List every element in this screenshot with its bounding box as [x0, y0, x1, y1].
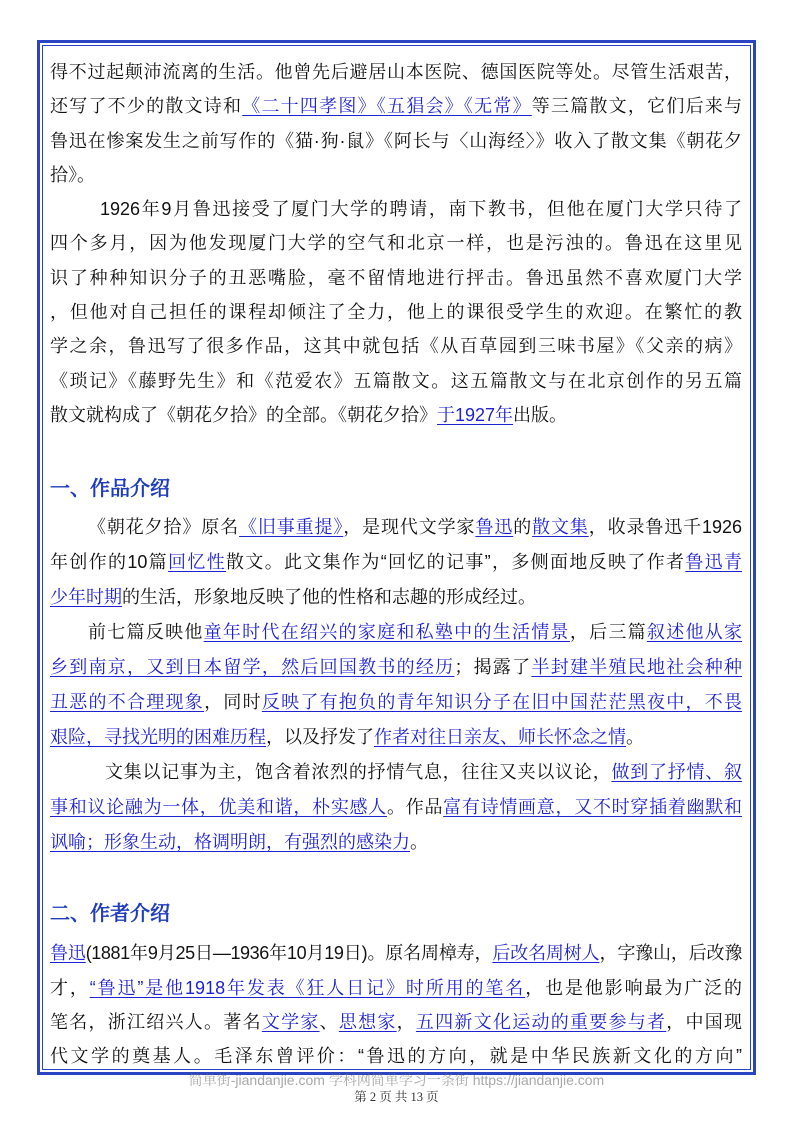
text-line — [50, 158, 742, 192]
paragraph — [50, 755, 742, 860]
link-writer[interactable]: 文学家 — [261, 1011, 320, 1032]
paragraph — [50, 55, 742, 192]
text-line — [50, 398, 742, 432]
text-run: 年创作的10篇 — [50, 551, 169, 572]
paragraph — [50, 615, 742, 755]
link-nostalgia[interactable]: 作者对往日亲友、师长怀念之情 — [374, 726, 626, 747]
text-run: 。 — [410, 831, 428, 852]
text-run: 《朝花夕拾》原名 — [88, 516, 240, 537]
text-line — [50, 295, 742, 329]
link-later-three-essays[interactable]: 叙述他从家 — [646, 621, 742, 642]
link-later-three-essays-cont[interactable]: 乡到南京，又到日本留学，然后回国教书的经历 — [50, 656, 455, 677]
text-run: ，以及抒发了 — [266, 726, 374, 747]
section-heading-work-intro: 一、作品介绍 — [50, 478, 170, 501]
link-lu-xun[interactable]: 鲁迅 — [475, 516, 514, 537]
paragraph — [50, 510, 742, 615]
text-line — [50, 510, 742, 545]
text-run: ，后三篇 — [569, 621, 647, 642]
text-run: 前七篇反映他 — [88, 621, 204, 642]
text-line — [50, 720, 742, 755]
text-run: ，但他对自己担任的课程却倾注了全力，他上的课很受学生的欢迎。在繁忙的教 — [50, 302, 742, 323]
text-line — [50, 329, 742, 363]
text-run: 学之余，鲁迅写了很多作品，这其中就包括《从百草园到三味书屋》《父亲的病》 — [50, 336, 742, 357]
text-line — [50, 55, 742, 89]
text-run: 代文学的奠基人。毛泽东曾评价：“鲁迅的方向，就是中华民族新文化的方向” — [50, 1046, 742, 1067]
text-line — [50, 755, 742, 790]
link-pen-name-origin[interactable]: “鲁迅”是他1918年发表《狂人日记》时所用的笔名 — [89, 977, 526, 998]
text-run: 。 — [626, 726, 644, 747]
paragraph — [50, 936, 742, 1073]
paragraph — [50, 192, 742, 432]
link-childhood-life[interactable]: 童年时代在绍兴的家庭和私塾中的生活情景 — [203, 621, 570, 642]
link-renamed-zhou-shuren[interactable]: 后改名周树人 — [492, 943, 600, 964]
text-run: ，也是他影响最为广泛的 — [525, 977, 742, 998]
link-poetic-humor-cont[interactable]: 讽喻；形象生动，格调明朗，有强烈的感染力 — [50, 831, 410, 852]
text-run: 得不过起颠沛流离的生活。他曾先后避居山本医院、德国医院等处。尽管生活艰苦， — [50, 62, 742, 82]
text-line — [50, 936, 742, 970]
text-line — [50, 364, 742, 398]
text-run: 四个多月，因为他发现厦门大学的空气和北京一样，也是污浊的。鲁迅在这里见 — [50, 233, 742, 254]
text-line — [50, 825, 742, 860]
text-run: 鲁迅在惨案发生之前写作的《猫·狗·鼠》《阿长与〈山海经〉》收入了散文集《朝花夕 — [50, 130, 742, 151]
text-line — [50, 685, 742, 720]
text-run: 1926年9月鲁迅接受了厦门大学的聘请，南下教书，但他在厦门大学只待了 — [100, 199, 742, 220]
text-run: 散文。此文集作为“回忆的记事”，多侧面地反映了作者 — [226, 551, 686, 572]
text-line — [50, 192, 742, 226]
link-memoir[interactable]: 回忆性 — [168, 551, 227, 572]
link-may-fourth-participant[interactable]: 五四新文化运动的重要参与者 — [415, 1011, 667, 1032]
link-lyric-narrative[interactable]: 做到了抒情、叙 — [611, 761, 742, 782]
link-essay-titles[interactable]: 《二十四孝图》《五猖会》《无常》 — [242, 96, 532, 117]
text-line — [50, 615, 742, 650]
text-run: 笔名，浙江绍兴人。著名 — [50, 1011, 262, 1032]
text-run: ；揭露了 — [454, 656, 532, 677]
text-run: 拾》。 — [50, 164, 95, 185]
link-lyric-narrative-cont[interactable]: 事和议论融为一体，优美和谐，朴实感人 — [50, 796, 387, 817]
text-line — [50, 1039, 742, 1073]
text-run: 识了种种知识分子的丑恶嘴脸，毫不留情地进行抨击。鲁迅虽然不喜欢厦门大学 — [50, 267, 742, 288]
link-lu-xun-youth[interactable]: 鲁迅青 — [685, 551, 742, 572]
text-run: 《琐记》《藤野先生》和《范爱农》五篇散文。这五篇散文与在北京创作的另五篇 — [50, 370, 742, 391]
link-semi-feudal-society-cont[interactable]: 丑恶的不合理现象 — [50, 691, 205, 712]
link-poetic-humor[interactable]: 富有诗情画意，又不时穿插着幽默和 — [443, 796, 742, 817]
text-run: 的生活，形象地反映了他的性格和志趣的形成经过。 — [122, 586, 536, 607]
text-run: 散文就构成了《朝花夕拾》的全部。《朝花夕拾》 — [50, 404, 437, 425]
text-run: 还写了不少的散文诗和 — [50, 96, 243, 117]
text-run: ，收录鲁迅千1926 — [588, 516, 742, 537]
text-run: 。作品 — [387, 796, 444, 817]
text-run: (1881年9月25日—1936年10月19日)。原名周樟寿， — [85, 943, 493, 964]
link-young-intellectuals-cont[interactable]: 艰险，寻找光明的困难历程 — [50, 726, 266, 747]
text-line — [50, 790, 742, 825]
text-run: ， — [396, 1011, 416, 1032]
text-run: ，字豫山，后改豫 — [599, 943, 742, 964]
link-jiu-shi-chong-ti[interactable]: 《旧事重提》 — [239, 516, 344, 537]
text-line — [50, 650, 742, 685]
link-lu-xun-name[interactable]: 鲁迅 — [50, 943, 86, 964]
link-yu[interactable]: 于 — [437, 404, 455, 425]
text-run: 出版。 — [513, 404, 568, 425]
text-line — [50, 261, 742, 295]
link-lu-xun-youth-cont[interactable]: 少年时期 — [50, 586, 122, 607]
text-line — [50, 580, 742, 615]
section-heading-author-intro: 二、作者介绍 — [50, 903, 170, 926]
text-run: ，同时 — [204, 691, 262, 712]
site-watermark: 简单街-jiandanjie.com 学科网简单学习一条街 https://jiandanjie.com — [188, 1072, 605, 1088]
page-number-footer: 第 2 页 共 13 页 — [354, 1090, 439, 1104]
text-run: 等三篇散文，它们后来与 — [531, 96, 742, 117]
text-run: 才， — [50, 977, 90, 998]
text-run: 、 — [319, 1011, 339, 1032]
link-young-intellectuals[interactable]: 反映了有抱负的青年知识分子在旧中国茫茫黑夜中，不畏 — [261, 691, 742, 712]
text-line — [50, 89, 742, 123]
text-line — [50, 1005, 742, 1039]
text-run: 文集以记事为主，饱含着浓烈的抒情气息，往往又夹以议论， — [105, 761, 612, 782]
link-prose-collection[interactable]: 散文集 — [532, 516, 589, 537]
link-thinker[interactable]: 思想家 — [338, 1011, 397, 1032]
text-line — [50, 545, 742, 580]
link-semi-feudal-society[interactable]: 半封建半殖民地社会种种 — [531, 656, 742, 677]
text-run: ，中国现 — [666, 1011, 742, 1032]
document-body — [50, 55, 742, 1073]
text-line — [50, 124, 742, 158]
link-year-1927[interactable]: 1927年 — [455, 404, 514, 425]
text-run: ，是现代文学家 — [343, 516, 476, 537]
text-line — [50, 226, 742, 260]
text-line — [50, 971, 742, 1005]
text-run: 的 — [513, 516, 533, 537]
